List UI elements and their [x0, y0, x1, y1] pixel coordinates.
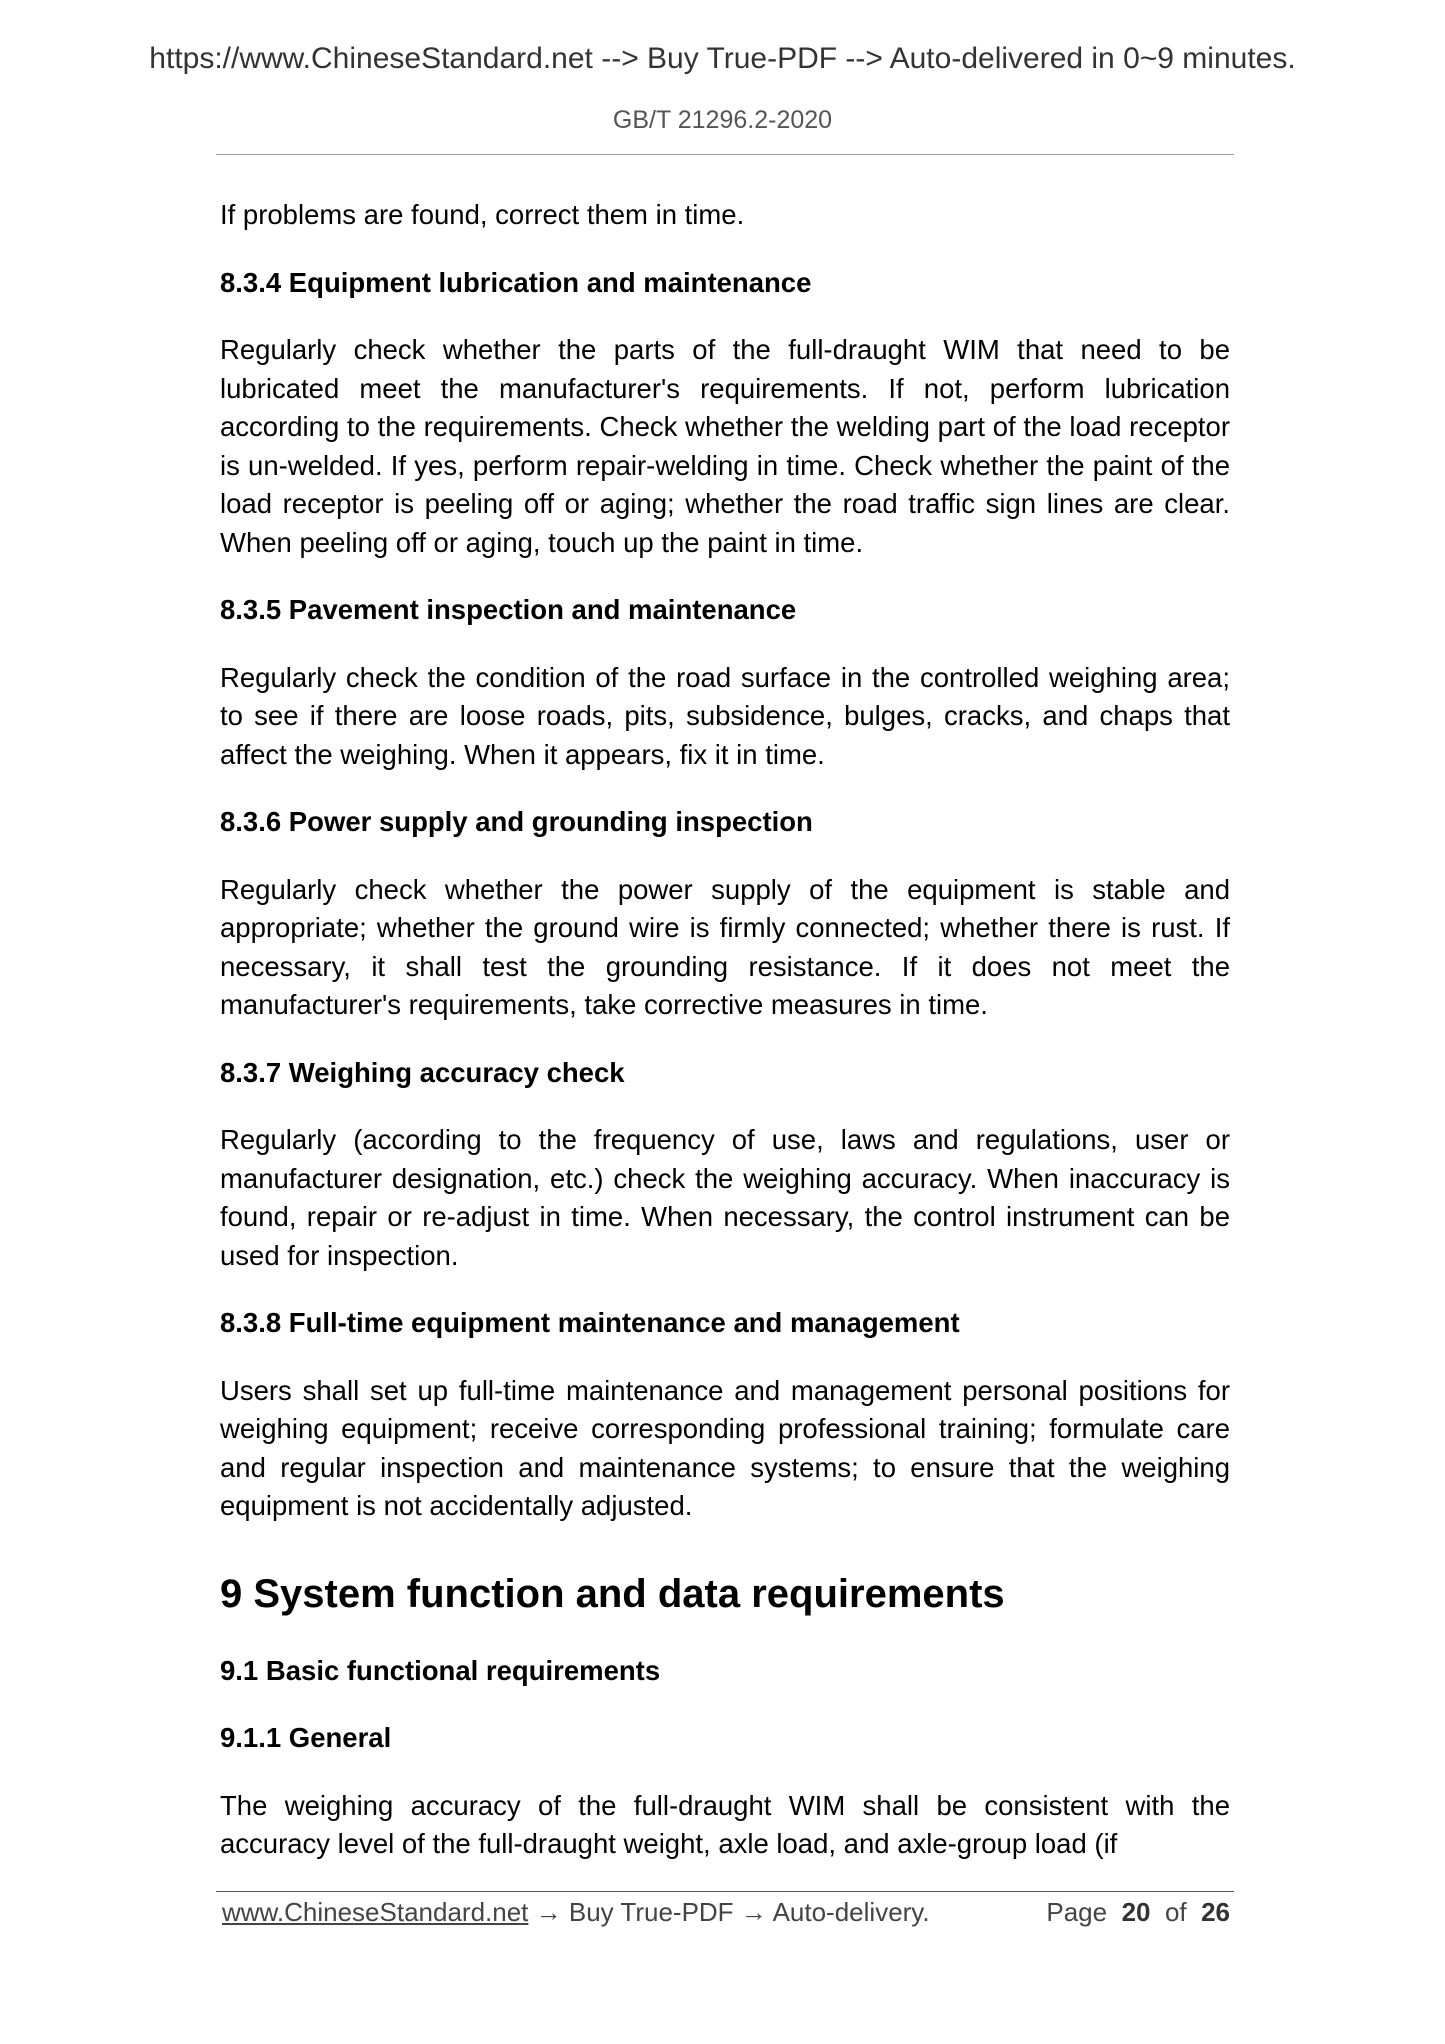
footer-link[interactable]: www.ChineseStandard.net — [222, 1897, 529, 1927]
heading-9-1-1: 9.1.1 General — [220, 1722, 392, 1753]
footer-tagline: → Buy True-PDF → Auto-delivery. — [528, 1897, 930, 1927]
page-number: 20 — [1121, 1897, 1151, 1927]
paragraph-intro: If problems are found, correct them in time. — [220, 199, 745, 230]
page-content — [220, 196, 1230, 1864]
heading-8-3-5: 8.3.5 Pavement inspection and maintenance — [220, 594, 797, 625]
page-footer — [222, 1897, 1230, 1933]
paragraph-8-3-4: Regularly check whether the parts of the full-draught WIM that need to be lubricated meet the manufacturer's requirements. If not, perform lubrication according to the requirements. Check whether the welding part of the load receptor is un-welded. If yes, perform repair-welding in time. Check whether the paint of the load receptor is peeling off or aging; whether the road traffic sign lines are clear. When peeling off or aging, touch up the paint in time. — [220, 334, 1230, 558]
paragraph-8-3-5: Regularly check the condition of the road surface in the controlled weighing area; to see if there are loose roads, pits, subsidence, bulges, cracks, and chaps that affect the weighing. When it appears, fix it in time. — [220, 661, 1230, 770]
paragraph-8-3-7: Regularly (according to the frequency of use, laws and regulations, user or manufacturer designation, etc.) check the weighing accuracy. When inaccuracy is found, repair or re-adjust in time. When necessary, the control instrument can be used for inspection. — [220, 1124, 1230, 1271]
heading-8-3-6: 8.3.6 Power supply and grounding inspection — [220, 806, 813, 837]
paragraph-8-3-8: Users shall set up full-time maintenance and management personal positions for weighing equipment; receive corresponding professional training; formulate care and regular inspection and maintenance systems; to ensure that the weighing equipment is not accidentally adjusted. — [220, 1374, 1230, 1521]
footer-left — [222, 1897, 930, 1928]
header-banner: https://www.ChineseStandard.net --> Buy True-PDF --> Auto-delivered in 0~9 minutes. — [149, 42, 1296, 75]
heading-8-3-4: 8.3.4 Equipment lubrication and maintenance — [220, 266, 812, 298]
paragraph-9-1-1: The weighing accuracy of the full-draught WIM shall be consistent with the accuracy level of the full-draught weight, axle load, and axle-group load (if — [220, 1789, 1230, 1859]
paragraph-8-3-6: Regularly check whether the power supply of the equipment is stable and appropriate; whether the ground wire is firmly connected; whether there is rust. If necessary, it shall test the grounding resistance. If it does not meet the manufacturer's requirements, take corrective measures in time. — [220, 873, 1230, 1020]
page-label: Page — [1046, 1897, 1108, 1927]
header-divider — [216, 154, 1234, 155]
heading-9: 9 System function and data requirements — [220, 1571, 1005, 1616]
footer-divider — [216, 1891, 1234, 1892]
page-total: 26 — [1201, 1897, 1230, 1927]
page-indicator — [1046, 1897, 1230, 1928]
heading-8-3-7: 8.3.7 Weighing accuracy check — [220, 1056, 625, 1088]
standard-code: GB/T 21296.2-2020 — [612, 106, 833, 134]
heading-8-3-8: 8.3.8 Full-time equipment maintenance and management — [220, 1307, 960, 1338]
of-label: of — [1164, 1897, 1187, 1927]
heading-9-1: 9.1 Basic functional requirements — [220, 1654, 661, 1686]
